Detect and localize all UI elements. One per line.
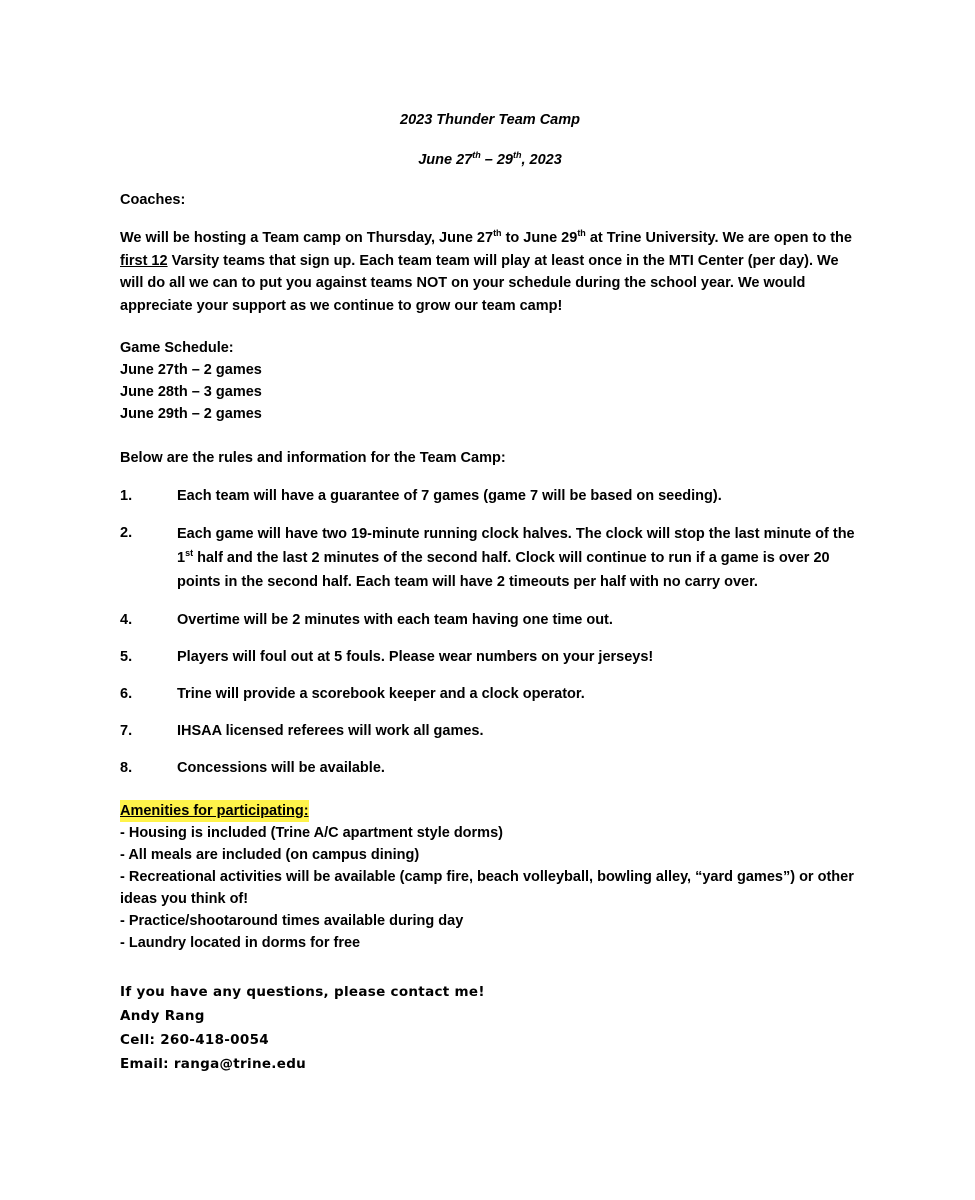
amenity-item: - All meals are included (on campus dining) bbox=[120, 847, 420, 863]
schedule-line: June 27th – 2 games bbox=[120, 362, 262, 378]
rule-number: 4. bbox=[120, 612, 133, 628]
rule-number: 5. bbox=[120, 649, 133, 665]
rule-item bbox=[120, 485, 860, 507]
rule-number: 8. bbox=[120, 760, 133, 776]
contact-question: If you have any questions, please contact me! bbox=[120, 984, 485, 1000]
schedule-line: June 29th – 2 games bbox=[120, 406, 262, 422]
camp-dates: June 27th – 29th, 2023 bbox=[418, 150, 562, 168]
rule-item bbox=[120, 609, 860, 631]
rule-number: 2. bbox=[120, 525, 133, 541]
rule-text: Players will foul out at 5 fouls. Please wear numbers on your jerseys! bbox=[177, 649, 654, 665]
rule-item bbox=[120, 646, 860, 668]
contact-name: Andy Rang bbox=[120, 1008, 205, 1024]
game-schedule bbox=[120, 337, 860, 425]
document-title: 2023 Thunder Team Camp bbox=[400, 112, 580, 128]
salutation: Coaches: bbox=[120, 192, 186, 208]
rule-text: Each team will have a guarantee of 7 games (game 7 will be based on seeding). bbox=[177, 488, 722, 504]
contact-email: Email: ranga@trine.edu bbox=[120, 1056, 307, 1072]
rule-item bbox=[120, 757, 860, 779]
rule-text: IHSAA licensed referees will work all games. bbox=[177, 723, 484, 739]
amenity-item: - Recreational activities will be available (camp fire, beach volleyball, bowling alley, “yard games”) or other ideas you think of! bbox=[120, 869, 854, 907]
rule-number: 1. bbox=[120, 488, 133, 504]
rule-text: Overtime will be 2 minutes with each team having one time out. bbox=[177, 612, 613, 628]
contact-block bbox=[120, 980, 860, 1076]
rule-text: Trine will provide a scorebook keeper and a clock operator. bbox=[177, 686, 585, 702]
rule-text: Concessions will be available. bbox=[177, 760, 385, 776]
first-12-emphasis: first 12 bbox=[120, 252, 168, 269]
amenities-section bbox=[120, 794, 860, 954]
rule-text: Each game will have two 19-minute running clock halves. The clock will stop the last minute of the 1st half and the last 2 minutes of the second half. Clock will continue to run if a game is over 20 points in the second half. Each team will have 2 timeouts per half with no carry over. bbox=[177, 526, 855, 590]
intro-paragraph: We will be hosting a Team camp on Thursday, June 27th to June 29th at Trine University. We are open to the first 12 Varsity teams that sign up. Each team team will play at least once in the MTI Center (per day). We will do all we can to put you against teams NOT on your schedule during the school year. We would appreciate your support as we continue to grow our team camp! bbox=[120, 228, 852, 314]
rule-item bbox=[120, 522, 860, 594]
contact-cell: Cell: 260-418-0054 bbox=[120, 1032, 269, 1048]
amenity-item: - Laundry located in dorms for free bbox=[120, 935, 361, 951]
amenity-item: - Housing is included (Trine A/C apartment style dorms) bbox=[120, 825, 503, 841]
amenity-item: - Practice/shootaround times available during day bbox=[120, 913, 464, 929]
rule-number: 7. bbox=[120, 723, 133, 739]
amenities-heading: Amenities for participating: bbox=[120, 800, 309, 822]
rule-item bbox=[120, 720, 860, 742]
rule-number: 6. bbox=[120, 686, 133, 702]
rules-intro: Below are the rules and information for the Team Camp: bbox=[120, 450, 506, 466]
schedule-line: June 28th – 3 games bbox=[120, 384, 262, 400]
rules-list bbox=[120, 485, 860, 779]
schedule-heading: Game Schedule: bbox=[120, 340, 234, 356]
document-body bbox=[120, 109, 860, 1076]
rule-item bbox=[120, 683, 860, 705]
